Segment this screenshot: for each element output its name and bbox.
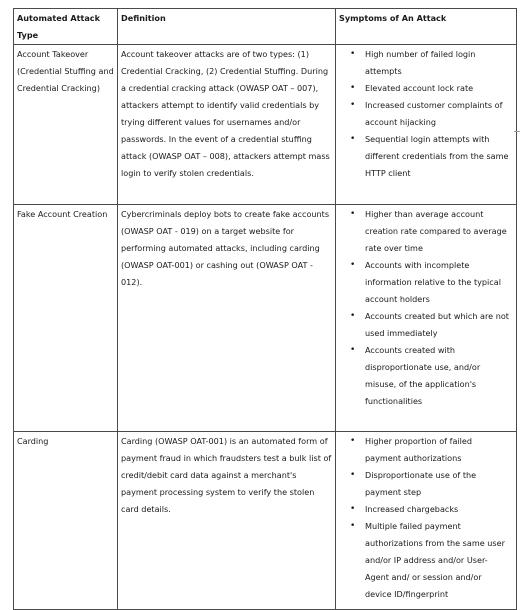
header-symptoms: Symptoms of An Attack xyxy=(336,9,517,45)
symptoms-cell xyxy=(336,45,517,205)
symptom-item: • Increased customer complaints of account hijacking xyxy=(339,97,514,131)
table-row xyxy=(14,432,517,610)
definition-cell: Carding (OWASP OAT-001) is an automated form of payment fraud in which fraudsters test a bulk list of credit/debit card data against a merchant's payment processing system to verify the stolen card details. xyxy=(118,432,336,610)
table-row xyxy=(14,205,517,432)
definition-cell: Cybercriminals deploy bots to create fake accounts (OWASP OAT - 019) on a target website for performing automated attacks, including carding (OWASP OAT-001) or cashing out (OWASP OAT - 012). xyxy=(118,205,336,432)
attack-type-cell: Account Takeover (Credential Stuffing and Credential Cracking) xyxy=(14,45,118,205)
symptom-item: • Disproportionate use of the payment step xyxy=(339,467,514,501)
table-header-row xyxy=(14,9,517,45)
definition-cell: Account takeover attacks are of two types: (1) Credential Cracking, (2) Credential Stuffing. During a credential cracking attack (OWASP OAT – 007), attackers attempt to identify valid credentials by trying different values for usernames and/or passwords. In the event of a credential stuffing attack (OWASP OAT – 008), attackers attempt mass login to verify stolen credentials. xyxy=(118,45,336,205)
symptoms-list xyxy=(339,46,514,182)
symptom-item: • High number of failed login attempts xyxy=(339,46,514,80)
symptom-item: • Elevated account lock rate xyxy=(339,80,514,97)
attack-type-cell: Carding xyxy=(14,432,118,610)
symptom-item: • Sequential login attempts with different credentials from the same HTTP client xyxy=(339,131,514,182)
symptom-item: • Accounts created but which are not used immediately xyxy=(339,308,514,342)
margin-mark xyxy=(514,131,520,132)
symptoms-cell xyxy=(336,432,517,610)
header-definition: Definition xyxy=(118,9,336,45)
symptom-item: • Accounts with incomplete information relative to the typical account holders xyxy=(339,257,514,308)
symptoms-list xyxy=(339,206,514,410)
header-attack-type: Automated Attack Type xyxy=(14,9,118,45)
symptom-item: • Multiple failed payment authorizations from the same user and/or IP address and/or User-Agent and/ or session and/or device ID/fingerprint xyxy=(339,518,514,603)
table-row xyxy=(14,45,517,205)
attack-type-cell: Fake Account Creation xyxy=(14,205,118,432)
symptom-item: • Accounts created with disproportionate use, and/or misuse, of the application's functionalities xyxy=(339,342,514,410)
symptom-item: • Increased chargebacks xyxy=(339,501,514,518)
symptoms-list xyxy=(339,433,514,603)
symptom-item: • Higher proportion of failed payment authorizations xyxy=(339,433,514,467)
symptoms-cell xyxy=(336,205,517,432)
symptom-item: • Higher than average account creation rate compared to average rate over time xyxy=(339,206,514,257)
automated-attacks-table xyxy=(13,8,517,610)
